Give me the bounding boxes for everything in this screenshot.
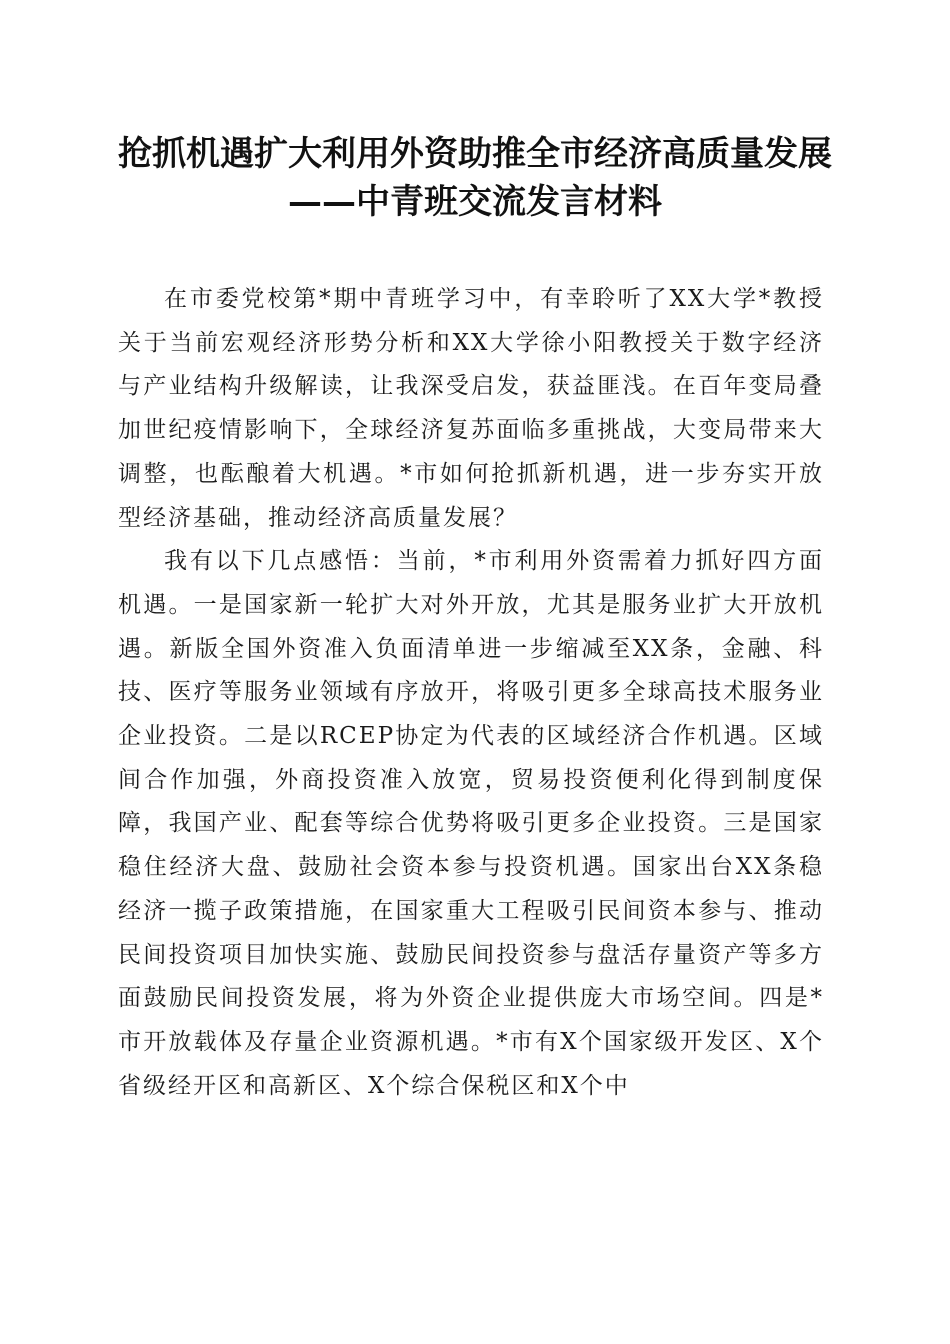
document-body bbox=[118, 278, 824, 1108]
paragraph-1: 在市委党校第*期中青班学习中，有幸聆听了XX大学*教授关于当前宏观经济形势分析和XX大学徐小阳教授关于数字经济与产业结构升级解读，让我深受启发，获益匪浅。在百年变局叠加世纪疫情影响下，全球经济复苏面临多重挑战，大变局带来大调整，也酝酿着大机遇。*市如何抢抓新机遇，进一步夯实开放型经济基础，推动经济高质量发展？ bbox=[118, 286, 824, 531]
paragraph-2: 我有以下几点感悟：当前，*市利用外资需着力抓好四方面机遇。一是国家新一轮扩大对外开放，尤其是服务业扩大开放机遇。新版全国外资准入负面清单进一步缩减至XX条，金融、科技、医疗等服务业领域有序放开，将吸引更多全球高技术服务业企业投资。二是以RCEP协定为代表的区域经济合作机遇。区域间合作加强，外商投资准入放宽，贸易投资便利化得到制度保障，我国产业、配套等综合优势将吸引更多企业投资。三是国家稳住经济大盘、鼓励社会资本参与投资机遇。国家出台XX条稳经济一揽子政策措施，在国家重大工程吸引民间资本参与、推动民间投资项目加快实施、鼓励民间投资参与盘活存量资产等多方面鼓励民间投资发展，将为外资企业提供庞大市场空间。四是*市开放载体及存量企业资源机遇。*市有X个国家级开发区、X个省级经开区和高新区、X个综合保税区和X个中 bbox=[118, 548, 824, 1099]
document-title: 抢抓机遇扩大利用外资助推全市经济高质量发展——中青班交流发言材料 bbox=[118, 134, 832, 222]
